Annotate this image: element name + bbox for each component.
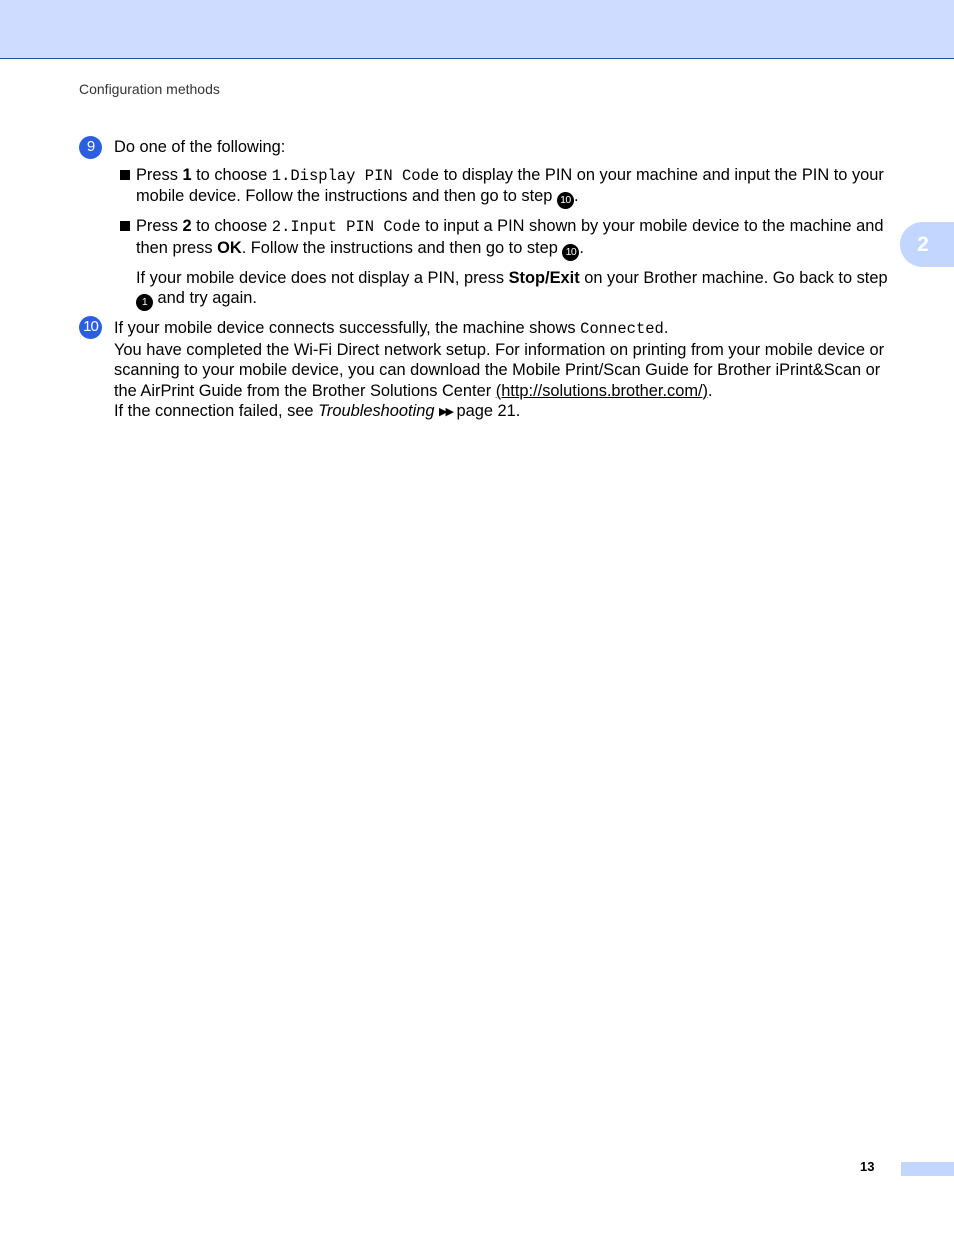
square-bullet-icon [120,221,130,231]
step-10 [79,316,891,423]
key-2: 2 [182,217,192,235]
step-ref-1: 1 [136,294,153,311]
double-arrow-icon: ▶▶ [439,406,452,418]
chapter-tab[interactable]: 2 [900,222,954,267]
menu-input-pin-code: 2.Input PIN Code [271,218,421,236]
key-stop-exit: Stop/Exit [508,268,580,287]
step-intro: Do one of the following: [114,138,286,156]
connected-line: If your mobile device connects successfully, the machine shows Connected. [114,319,669,338]
step-body [114,316,891,423]
square-bullet-icon [120,170,130,180]
step-number-badge: 9 [79,136,102,159]
option-display-pin: Press 1 to choose 1.Display PIN Code to display the PIN on your machine and input the PIN to your mobile device. Follow the instructions and then go to step 10 . [114,165,891,210]
failure-line: If the connection failed, see Troubleshooting ▶▶ page 21. [114,402,521,420]
step-9 [79,136,891,311]
status-connected: Connected [580,320,664,338]
breadcrumb: Configuration methods [79,81,220,97]
page-number-bar [901,1162,954,1176]
menu-display-pin-code: 1.Display PIN Code [271,166,440,185]
page-number: 13 [860,1159,875,1174]
option-input-pin: Press 2 to choose 2.Input PIN Code to input a PIN shown by your mobile device to the machine and then press OK. Follow the instructions and then go to step 10 . [114,216,891,261]
step-number-badge: 10 [79,316,102,339]
pin-note: If your mobile device does not display a PIN, press Stop/Exit on your Brother machine. Go back to step 1 and try again. [114,268,891,312]
solutions-center-link[interactable]: (http://solutions.brother.com/) [495,381,708,400]
key-ok: OK [217,238,242,257]
step-ref-10: 10 [562,244,579,261]
step-ref-10: 10 [557,192,574,209]
key-1: 1 [182,165,192,184]
troubleshooting-reference[interactable]: Troubleshooting [318,402,435,420]
header-band [0,0,954,59]
completion-paragraph: You have completed the Wi-Fi Direct network setup. For information on printing from your mobile device or scanning to your mobile device, you can download the Mobile Print/Scan Guide for Brother iPrint&Scan or the AirPrint Guide from the Brother Solutions Center (http://solutions.brother.com/). [114,340,885,400]
step-body [114,136,891,311]
